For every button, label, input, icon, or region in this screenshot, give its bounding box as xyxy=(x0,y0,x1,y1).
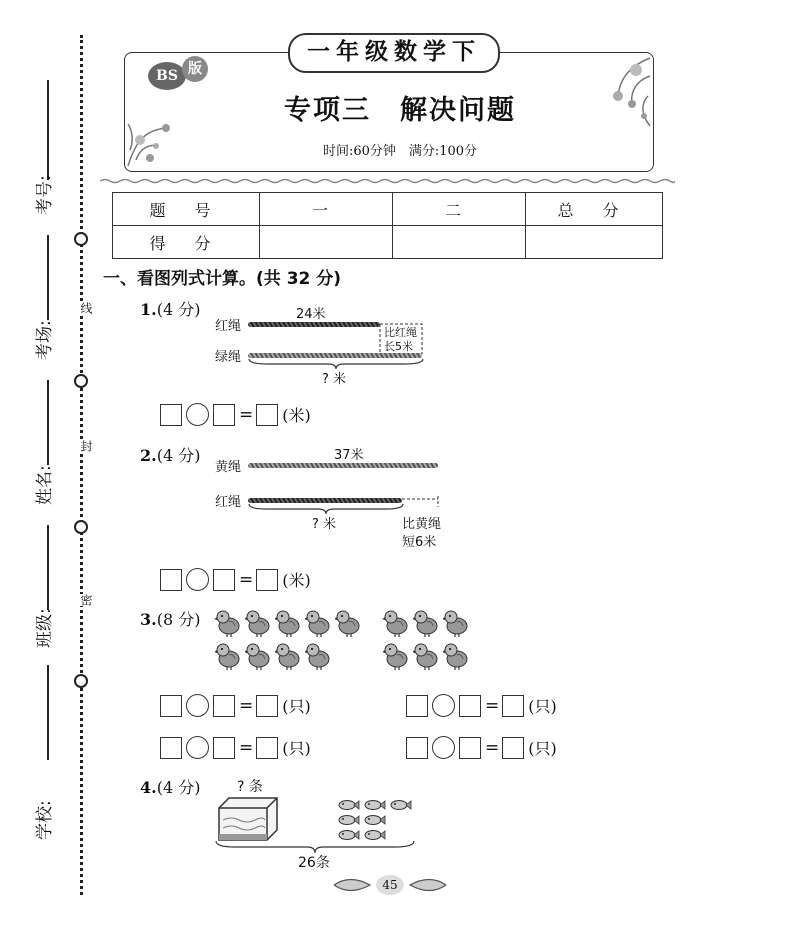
q2-header xyxy=(140,443,200,466)
chick-icon xyxy=(443,641,469,671)
fish-icon xyxy=(338,796,360,808)
q2-red-rope-label: 红绳 xyxy=(215,495,242,510)
q4-total-label: 26条 xyxy=(298,855,330,871)
q3-answer-row-1b xyxy=(406,694,557,717)
q2-operand1-box[interactable] xyxy=(160,569,182,591)
q2-yellow-rope-label: 黄绳 xyxy=(215,460,242,475)
q1-red-length: 24米 xyxy=(296,307,326,322)
equals-sign: = xyxy=(239,695,254,716)
header-divider xyxy=(100,178,675,184)
chick-icon xyxy=(383,608,409,638)
q3-operator-circle[interactable] xyxy=(186,736,209,759)
q2-unit: (米) xyxy=(282,571,311,590)
q2-diff-line2: 短6米 xyxy=(402,535,437,550)
equals-sign: = xyxy=(239,404,254,425)
time-score-info: 时间:60分钟 满分:100分 xyxy=(322,144,478,159)
q3-result-box[interactable] xyxy=(256,695,278,717)
chick-icon xyxy=(413,608,439,638)
chick-icon xyxy=(305,641,331,671)
binding-hole-4 xyxy=(74,674,88,688)
chick-icon xyxy=(305,608,331,638)
q3-operand2-box[interactable] xyxy=(459,695,481,717)
q4-number: 4. xyxy=(140,778,157,797)
score-header-question: 题 号 xyxy=(113,193,260,226)
fish-icon xyxy=(364,811,386,823)
name-label: 姓名: xyxy=(35,465,55,505)
q3-operand1-box[interactable] xyxy=(406,695,428,717)
binding-hole-2 xyxy=(74,374,88,388)
score-header-section2: 二 xyxy=(393,193,526,226)
score-cell-section2[interactable] xyxy=(393,226,526,259)
q3-operator-circle[interactable] xyxy=(432,694,455,717)
q3-operand2-box[interactable] xyxy=(213,737,235,759)
chick-icon xyxy=(215,608,241,638)
grade-banner: 一年级数学下 xyxy=(288,33,500,73)
score-table xyxy=(112,192,663,259)
q3-operand2-box[interactable] xyxy=(459,737,481,759)
q1-points: (4 分) xyxy=(156,300,201,319)
q2-question-label: ? 米 xyxy=(312,517,337,532)
school-label: 学校: xyxy=(35,800,55,840)
seal-mark-seal: 封 xyxy=(79,440,93,452)
q1-unit: (米) xyxy=(282,406,311,425)
q3-header xyxy=(140,607,200,630)
binding-hole-1 xyxy=(74,232,88,246)
binding-dotted-line xyxy=(80,35,83,895)
q4-question-label: ? 条 xyxy=(237,779,263,795)
page-number: 45 xyxy=(376,875,404,895)
q3-points: (8 分) xyxy=(156,610,201,629)
class-label: 班级: xyxy=(35,608,55,648)
q2-operator-circle[interactable] xyxy=(186,568,209,591)
q2-yellow-length: 37米 xyxy=(334,448,364,463)
fish-icon xyxy=(338,811,360,823)
q2-operand2-box[interactable] xyxy=(213,569,235,591)
seal-mark-secret: 密 xyxy=(79,594,93,606)
q1-operand2-box[interactable] xyxy=(213,404,235,426)
q1-red-rope-label: 红绳 xyxy=(215,319,242,334)
field-line-exam-room xyxy=(47,235,49,320)
chick-icon xyxy=(443,608,469,638)
field-line-class xyxy=(47,525,49,610)
edition-badge-ban: 版 xyxy=(182,56,208,82)
q1-answer-row xyxy=(160,403,311,426)
chick-icon xyxy=(245,608,271,638)
q1-number: 1. xyxy=(140,300,157,319)
q2-result-box[interactable] xyxy=(256,569,278,591)
fish-icon xyxy=(364,826,386,838)
q3-unit: (只) xyxy=(528,697,557,716)
q3-answer-row-2a xyxy=(160,736,311,759)
q2-diff-line1: 比黄绳 xyxy=(402,517,442,532)
fish-tank-icon xyxy=(215,796,279,842)
q1-red-rope xyxy=(248,322,380,327)
chick-icon xyxy=(275,641,301,671)
q3-operand1-box[interactable] xyxy=(160,695,182,717)
q3-unit: (只) xyxy=(282,697,311,716)
chick-icon xyxy=(413,641,439,671)
q3-answer-row-1a xyxy=(160,694,311,717)
equals-sign: = xyxy=(485,695,500,716)
chick-icon xyxy=(275,608,301,638)
q4-points: (4 分) xyxy=(156,778,201,797)
q4-header xyxy=(140,775,200,798)
q1-green-rope-label: 绿绳 xyxy=(215,350,242,365)
q3-operand2-box[interactable] xyxy=(213,695,235,717)
chick-icon xyxy=(215,641,241,671)
q3-result-box[interactable] xyxy=(256,737,278,759)
seal-mark-line: 线 xyxy=(79,302,93,314)
score-header-section1: 一 xyxy=(260,193,393,226)
q3-operator-circle[interactable] xyxy=(432,736,455,759)
q1-diff-line2: 长5米 xyxy=(384,340,413,353)
score-header-total: 总 分 xyxy=(526,193,663,226)
chick-icon xyxy=(383,641,409,671)
q3-unit: (只) xyxy=(282,739,311,758)
q1-operand1-box[interactable] xyxy=(160,404,182,426)
q1-result-box[interactable] xyxy=(256,404,278,426)
edition-badge-bs: BS xyxy=(148,62,186,90)
score-cell-total[interactable] xyxy=(526,226,663,259)
score-row-label: 得 分 xyxy=(113,226,260,259)
q2-diff-dash xyxy=(400,496,442,508)
q3-result-box[interactable] xyxy=(502,695,524,717)
q3-number: 3. xyxy=(140,610,157,629)
exam-number-label: 考号: xyxy=(35,175,55,215)
q2-answer-row xyxy=(160,568,311,591)
q3-operator-circle[interactable] xyxy=(186,694,209,717)
q3-unit: (只) xyxy=(528,739,557,758)
score-table-score-row xyxy=(113,226,663,259)
field-line-name xyxy=(47,380,49,465)
chick-icon xyxy=(335,608,361,638)
q3-answer-row-2b xyxy=(406,736,557,759)
score-table-header-row xyxy=(113,193,663,226)
fish-icon xyxy=(338,826,360,838)
q3-operand1-box[interactable] xyxy=(406,737,428,759)
binding-hole-3 xyxy=(74,520,88,534)
field-line-school xyxy=(47,665,49,760)
q2-number: 2. xyxy=(140,446,157,465)
q2-points: (4 分) xyxy=(156,446,201,465)
q3-operand1-box[interactable] xyxy=(160,737,182,759)
exam-room-label: 考场: xyxy=(35,320,55,360)
section-title: 一、看图列式计算。(共 32 分) xyxy=(103,269,342,289)
fish-icon xyxy=(364,796,386,808)
q3-result-box[interactable] xyxy=(502,737,524,759)
q1-header xyxy=(140,297,200,320)
equals-sign: = xyxy=(239,569,254,590)
q1-diff-line1: 比红绳 xyxy=(384,326,417,339)
page-title: 专项三 解决问题 xyxy=(284,95,516,126)
equals-sign: = xyxy=(485,737,500,758)
q2-yellow-rope xyxy=(248,463,438,468)
q1-question-label: ? 米 xyxy=(322,372,347,387)
equals-sign: = xyxy=(239,737,254,758)
fish-icon xyxy=(390,796,412,808)
score-cell-section1[interactable] xyxy=(260,226,393,259)
q1-operator-circle[interactable] xyxy=(186,403,209,426)
chick-icon xyxy=(245,641,271,671)
